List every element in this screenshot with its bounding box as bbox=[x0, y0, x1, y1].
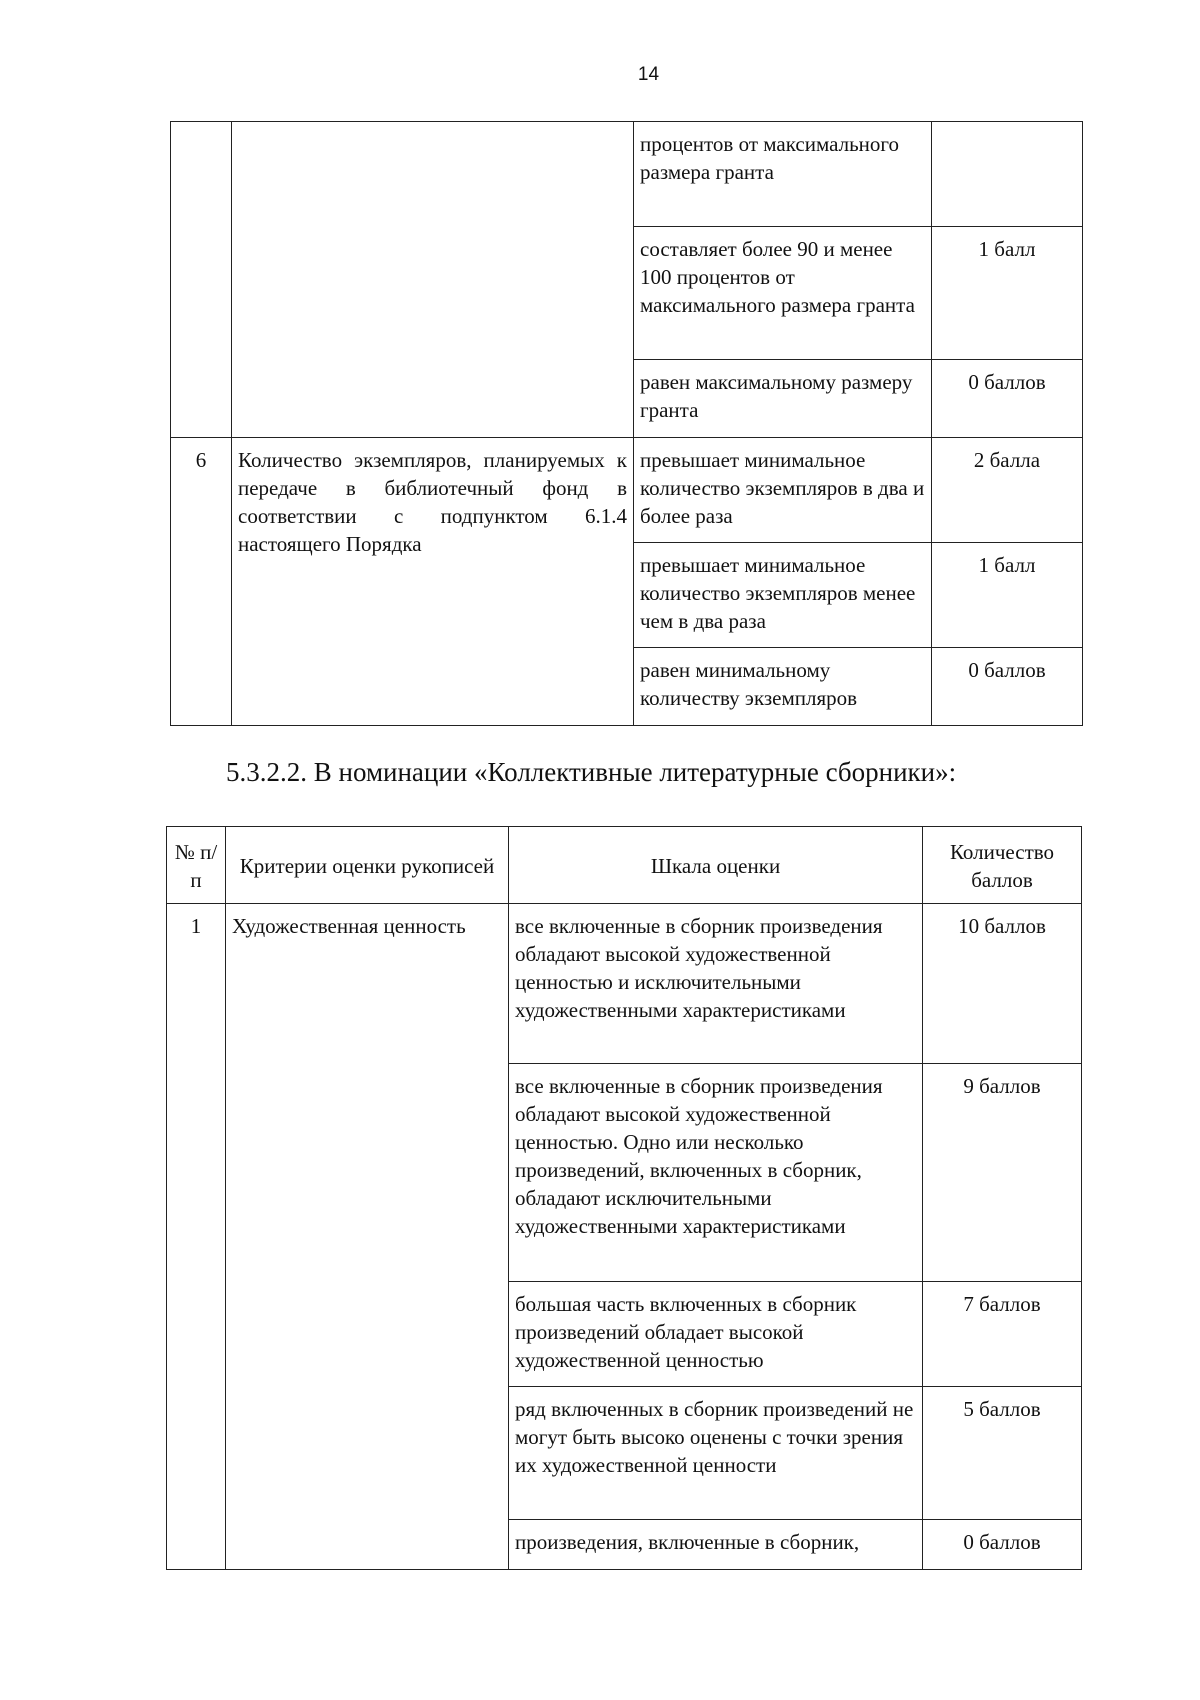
points-cell: 0 баллов bbox=[932, 648, 1083, 726]
criterion-cell: Количество экземпляров, планируемых к передаче в библиотечный фонд в соответствии с подпунктом 6.1.4 настоящего Порядка bbox=[232, 438, 634, 726]
header-scale: Шкала оценки bbox=[509, 827, 923, 904]
points-cell: 7 баллов bbox=[923, 1282, 1082, 1387]
number-cell bbox=[171, 122, 232, 438]
scale-cell: равен максимальному размеру гранта bbox=[634, 360, 932, 438]
criteria-table-collective-collections bbox=[166, 826, 1082, 1570]
scale-cell: большая часть включенных в сборник произведений обладает высокой художественной ценностью bbox=[509, 1282, 923, 1387]
scale-cell: ряд включенных в сборник произведений не могут быть высоко оценены с точки зрения их художественной ценности bbox=[509, 1387, 923, 1520]
criterion-cell bbox=[232, 122, 634, 438]
scale-cell: все включенные в сборник произведения обладают высокой художественной ценностью и исключительными художественными характеристиками bbox=[509, 904, 923, 1064]
criteria-table-continued bbox=[170, 121, 1083, 726]
points-cell bbox=[932, 122, 1083, 227]
points-cell: 0 баллов bbox=[923, 1520, 1082, 1570]
header-number: № п/п bbox=[167, 827, 226, 904]
scale-cell: превышает минимальное количество экземпляров в два и более раза bbox=[634, 438, 932, 543]
section-heading: 5.3.2.2. В номинации «Коллективные литературные сборники»: bbox=[226, 757, 957, 787]
scale-cell: равен минимальному количеству экземпляров bbox=[634, 648, 932, 726]
number-cell: 1 bbox=[167, 904, 226, 1570]
table-row bbox=[171, 438, 1083, 543]
points-cell: 1 балл bbox=[932, 543, 1083, 648]
page-number: 14 bbox=[637, 64, 660, 85]
points-cell: 0 баллов bbox=[932, 360, 1083, 438]
table-row bbox=[171, 122, 1083, 227]
criterion-cell: Художественная ценность bbox=[226, 904, 509, 1570]
header-row bbox=[167, 827, 1082, 904]
header-criteria: Критерии оценки рукописей bbox=[226, 827, 509, 904]
number-cell: 6 bbox=[171, 438, 232, 726]
points-cell: 2 балла bbox=[932, 438, 1083, 543]
header-points: Количество баллов bbox=[923, 827, 1082, 904]
scale-cell: составляет более 90 и менее 100 процентов от максимального размера гранта bbox=[634, 227, 932, 360]
points-cell: 1 балл bbox=[932, 227, 1083, 360]
table-row bbox=[167, 904, 1082, 1064]
scale-cell: все включенные в сборник произведения обладают высокой художественной ценностью. Одно или несколько произведений, включенных в сборник, обладают исключительными художественными характеристиками bbox=[509, 1064, 923, 1282]
scale-cell: произведения, включенные в сборник, bbox=[509, 1520, 923, 1570]
points-cell: 9 баллов bbox=[923, 1064, 1082, 1282]
points-cell: 5 баллов bbox=[923, 1387, 1082, 1520]
scale-cell: превышает минимальное количество экземпляров менее чем в два раза bbox=[634, 543, 932, 648]
scale-cell: процентов от максимального размера гранта bbox=[634, 122, 932, 227]
points-cell: 10 баллов bbox=[923, 904, 1082, 1064]
